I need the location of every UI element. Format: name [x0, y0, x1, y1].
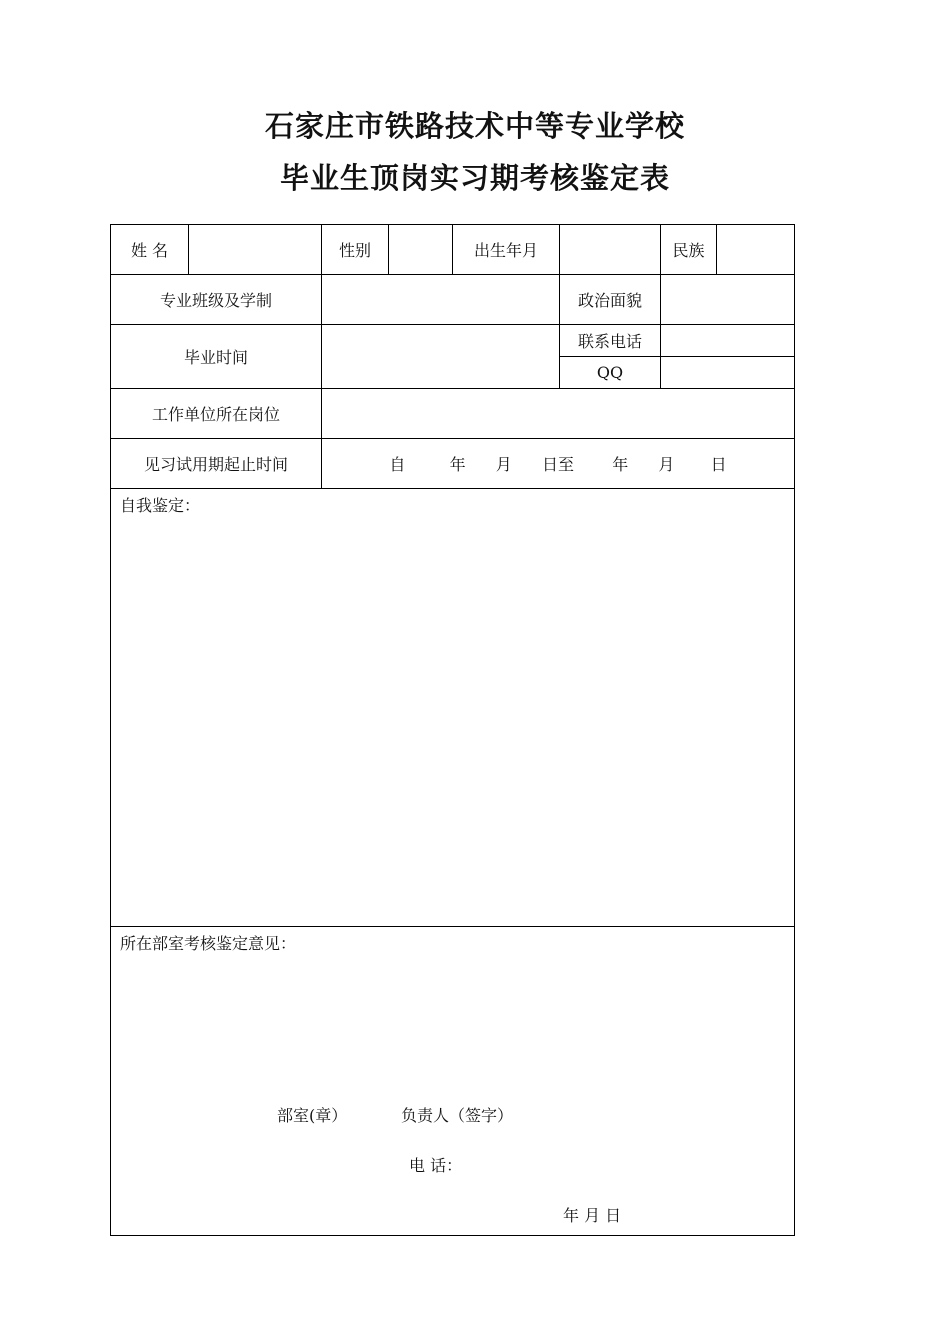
- ethnicity-field[interactable]: [717, 225, 795, 275]
- qq-field[interactable]: [661, 357, 795, 389]
- period-start-year: 年: [449, 455, 466, 474]
- graduation-time-field[interactable]: [322, 325, 560, 389]
- self-evaluation-label: 自我鉴定：: [120, 496, 201, 515]
- political-field[interactable]: [661, 275, 795, 325]
- department-stamp-label: 部室(章）: [277, 1106, 348, 1125]
- self-evaluation-box[interactable]: [111, 489, 795, 927]
- period-from: 自: [389, 455, 406, 474]
- period-start-month: 月: [495, 455, 512, 474]
- period-end-month: 月: [658, 455, 675, 474]
- phone-label: 联系电话: [560, 325, 661, 357]
- period-start-day: 日至: [541, 455, 574, 474]
- period-end-year: 年: [612, 455, 629, 474]
- workplace-label: 工作单位所在岗位: [111, 389, 322, 439]
- gender-label: 性别: [322, 225, 389, 275]
- workplace-field[interactable]: [322, 389, 795, 439]
- qq-label: QQ: [560, 357, 661, 389]
- department-phone-label: 电 话：: [409, 1156, 463, 1175]
- name-label: 姓 名: [111, 225, 189, 275]
- ethnicity-label: 民族: [661, 225, 717, 275]
- person-in-charge-signature-label: 负责人（签字）: [401, 1106, 514, 1125]
- assessment-form: [110, 224, 795, 1236]
- birth-field[interactable]: [560, 225, 661, 275]
- political-label: 政治面貌: [560, 275, 661, 325]
- gender-field[interactable]: [389, 225, 453, 275]
- name-field[interactable]: [189, 225, 322, 275]
- department-opinion-label: 所在部室考核鉴定意见：: [120, 934, 297, 953]
- phone-field[interactable]: [661, 325, 795, 357]
- document-title: 石家庄市铁路技术中等专业学校: [264, 109, 685, 143]
- department-date-line: 年 月 日: [563, 1206, 622, 1225]
- department-opinion-box[interactable]: [111, 927, 795, 1236]
- major-class-field[interactable]: [322, 275, 560, 325]
- probation-period-label: 见习试用期起止时间: [111, 439, 322, 489]
- birth-label: 出生年月: [453, 225, 560, 275]
- graduation-time-label: 毕业时间: [111, 325, 322, 389]
- document-subtitle: 毕业生顶岗实习期考核鉴定表: [279, 161, 670, 195]
- period-end-day: 日: [710, 455, 727, 474]
- probation-period-field[interactable]: [322, 439, 795, 489]
- major-class-label: 专业班级及学制: [111, 275, 322, 325]
